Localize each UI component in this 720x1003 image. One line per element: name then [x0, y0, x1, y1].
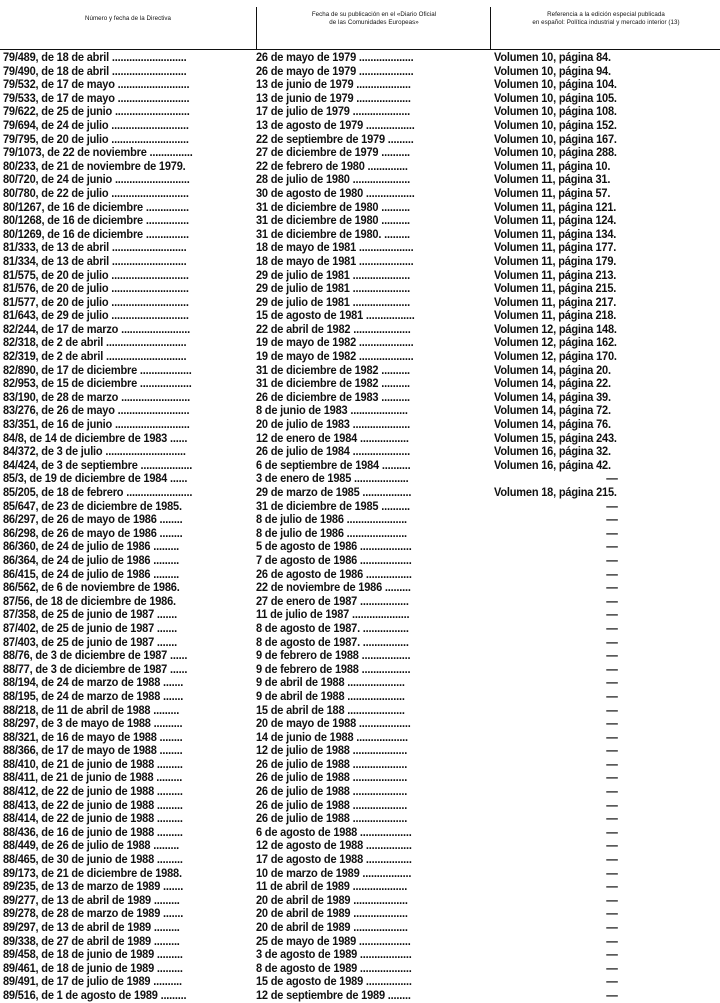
no-reference-dash: —: [606, 526, 618, 540]
directive-number-date: 88/321, de 16 de mayo de 1988 ........: [3, 730, 183, 744]
special-edition-reference: Volumen 11, página 177.: [494, 241, 617, 255]
table-row: [0, 962, 720, 976]
directive-number-date: 89/173, de 21 de diciembre de 1988.: [3, 866, 182, 880]
table-row: [0, 51, 720, 65]
publication-date: 8 de agosto de 1987. ................: [256, 621, 409, 635]
header-publication-column: [258, 11, 490, 26]
no-reference-dash: —: [606, 676, 618, 690]
directive-number-date: 88/436, de 16 de junio de 1988 .........: [3, 825, 183, 839]
publication-date: 18 de mayo de 1981 ...................: [256, 241, 414, 255]
publication-date: 13 de junio de 1979 ...................: [256, 78, 411, 92]
special-edition-reference: Volumen 14, página 22.: [494, 377, 611, 391]
directive-number-date: 89/491, de 17 de julio de 1989 ..........: [3, 975, 182, 989]
publication-date: 31 de diciembre de 1985 ..........: [256, 499, 410, 513]
special-edition-reference: Volumen 11, página 134.: [494, 227, 617, 241]
directive-number-date: 88/366, de 17 de mayo de 1988 ........: [3, 744, 183, 758]
directive-number-date: 82/890, de 17 de diciembre ..................: [3, 363, 192, 377]
special-edition-reference: Volumen 14, página 39.: [494, 390, 611, 404]
directive-number-date: 89/235, de 13 de marzo de 1989 .......: [3, 880, 184, 894]
publication-date: 29 de julio de 1981 ....................: [256, 282, 411, 296]
publication-date: 12 de julio de 1988 ...................: [256, 744, 408, 758]
directive-number-date: 88/465, de 30 de junio de 1988 .........: [3, 853, 183, 867]
special-edition-reference: Volumen 10, página 104.: [494, 78, 617, 92]
no-reference-dash: —: [606, 812, 618, 826]
no-reference-dash: —: [606, 703, 618, 717]
directive-number-date: 88/76, de 3 de diciembre de 1987 ......: [3, 649, 188, 663]
publication-date: 12 de septiembre de 1989 ........: [256, 988, 411, 1002]
no-reference-dash: —: [606, 988, 618, 1002]
directive-number-date: 82/319, de 2 de abril ............................: [3, 350, 187, 364]
no-reference-dash: —: [606, 540, 618, 554]
directive-number-date: 82/244, de 17 de marzo ........................: [3, 322, 190, 336]
directive-number-date: 88/449, de 26 de julio de 1988 .........: [3, 839, 180, 853]
directive-number-date: 88/410, de 21 de junio de 1988 .........: [3, 757, 183, 771]
table-row: [0, 241, 720, 255]
publication-date: 31 de diciembre de 1980. .........: [256, 227, 410, 241]
table-row: [0, 187, 720, 201]
directive-number-date: 79/533, de 17 de mayo .........................: [3, 91, 190, 105]
publication-date: 8 de agosto de 1989 ..................: [256, 961, 412, 975]
publication-date: 15 de agosto de 1989 ................: [256, 975, 412, 989]
special-edition-reference: Volumen 10, página 288.: [494, 146, 617, 160]
table-row: [0, 839, 720, 853]
publication-date: 8 de junio de 1983 ....................: [256, 404, 408, 418]
publication-date: 27 de diciembre de 1979 ..........: [256, 146, 410, 160]
no-reference-dash: —: [606, 866, 618, 880]
no-reference-dash: —: [606, 717, 618, 731]
no-reference-dash: —: [606, 581, 618, 595]
no-reference-dash: —: [606, 825, 618, 839]
directive-number-date: 79/489, de 18 de abril ..........................: [3, 51, 187, 64]
publication-date: 3 de agosto de 1989 ..................: [256, 948, 412, 962]
table-row: [0, 160, 720, 174]
table-row: [0, 119, 720, 133]
special-edition-reference: Volumen 12, página 162.: [494, 336, 617, 350]
special-edition-reference: Volumen 10, página 167.: [494, 132, 617, 146]
publication-date: 26 de julio de 1988 ...................: [256, 757, 408, 771]
table-row: [0, 663, 720, 677]
table-row: [0, 377, 720, 391]
no-reference-dash: —: [606, 757, 618, 771]
table-row: [0, 948, 720, 962]
table-row: [0, 269, 720, 283]
table-row: [0, 744, 720, 758]
table-row: [0, 105, 720, 119]
table-row: [0, 391, 720, 405]
directive-number-date: 88/414, de 22 de junio de 1988 .........: [3, 812, 183, 826]
table-row: [0, 309, 720, 323]
table-row: [0, 581, 720, 595]
directive-number-date: 82/318, de 2 de abril ............................: [3, 336, 187, 350]
publication-date: 26 de julio de 1988 ...................: [256, 798, 408, 812]
no-reference-dash: —: [606, 921, 618, 934]
table-row: [0, 173, 720, 187]
table-row: [0, 459, 720, 473]
directive-number-date: 84/8, de 14 de diciembre de 1983 ......: [3, 431, 188, 445]
table-row: [0, 595, 720, 609]
publication-date: 26 de agosto de 1986 ................: [256, 567, 412, 581]
no-reference-dash: —: [606, 961, 618, 975]
no-reference-dash: —: [606, 553, 618, 567]
directive-number-date: 81/333, de 13 de abril ..........................: [3, 241, 187, 255]
special-edition-reference: Volumen 10, página 94.: [494, 64, 611, 78]
no-reference-dash: —: [606, 785, 618, 799]
special-edition-reference: Volumen 11, página 217.: [494, 295, 617, 309]
directive-number-date: 89/458, de 18 de junio de 1989 .........: [3, 948, 183, 962]
directive-number-date: 80/1268, de 16 de diciembre ...............: [3, 214, 189, 228]
publication-date: 29 de julio de 1981 ....................: [256, 268, 411, 282]
directive-number-date: 88/297, de 3 de mayo de 1988 ..........: [3, 717, 183, 731]
directive-number-date: 79/490, de 18 de abril ..........................: [3, 64, 187, 78]
directive-number-date: 79/795, de 20 de julio ...........................: [3, 132, 189, 146]
special-edition-reference: Volumen 10, página 105.: [494, 91, 617, 105]
special-edition-reference: Volumen 10, página 152.: [494, 118, 617, 132]
directive-number-date: 89/516, de 1 de agosto de 1989 .........: [3, 988, 187, 1002]
no-reference-dash: —: [606, 948, 618, 962]
special-edition-reference: Volumen 10, página 108.: [494, 105, 617, 119]
directive-number-date: 81/334, de 13 de abril ..........................: [3, 254, 187, 268]
publication-date: 8 de julio de 1986 .....................: [256, 526, 407, 540]
directive-number-date: 88/194, de 24 de marzo de 1988 .......: [3, 676, 184, 690]
no-reference-dash: —: [606, 689, 618, 703]
publication-date: 17 de agosto de 1988 ................: [256, 853, 412, 867]
directive-number-date: 87/402, de 25 de junio de 1987 .......: [3, 621, 177, 635]
header-publication-line-1: Fecha de su publicación en el «Diario Oficial: [311, 11, 437, 18]
table-row: [0, 880, 720, 894]
table-row: [0, 133, 720, 147]
table-row: [0, 989, 720, 1003]
special-edition-reference: Volumen 14, página 76.: [494, 418, 611, 432]
no-reference-dash: —: [606, 934, 618, 948]
publication-date: 15 de agosto de 1981 .................: [256, 309, 415, 323]
table-row: [0, 486, 720, 500]
column-divider-2: [490, 7, 491, 49]
table-row: [0, 364, 720, 378]
directive-number-date: 89/277, de 13 de abril de 1989 .........: [3, 893, 180, 907]
publication-date: 26 de julio de 1988 ...................: [256, 812, 408, 826]
table-row: [0, 146, 720, 160]
publication-date: 20 de abril de 1989 ...................: [256, 893, 408, 907]
publication-date: 26 de julio de 1984 ....................: [256, 445, 411, 459]
publication-date: 20 de julio de 1983 ....................: [256, 418, 411, 432]
table-row: [0, 445, 720, 459]
directive-number-date: 82/953, de 15 de diciembre ..................: [3, 377, 192, 391]
no-reference-dash: —: [606, 839, 618, 853]
table-row: [0, 513, 720, 527]
directive-number-date: 84/372, de 3 de julio ............................: [3, 445, 186, 459]
publication-date: 12 de enero de 1984 .................: [256, 431, 409, 445]
publication-date: 5 de agosto de 1986 ..................: [256, 540, 412, 554]
publication-date: 8 de julio de 1986 .....................: [256, 513, 407, 527]
table-row: [0, 323, 720, 337]
directive-number-date: 80/780, de 22 de julio ...........................: [3, 186, 189, 200]
publication-date: 22 de noviembre de 1986 .........: [256, 581, 411, 595]
table-row: [0, 472, 720, 486]
table-row: [0, 255, 720, 269]
directive-number-date: 87/358, de 25 de junio de 1987 .......: [3, 608, 177, 622]
table-row: [0, 731, 720, 745]
directive-number-date: 89/338, de 27 de abril de 1989 .........: [3, 934, 180, 948]
table-row: [0, 812, 720, 826]
special-edition-reference: Volumen 11, página 10.: [494, 159, 611, 173]
publication-date: 9 de abril de 1988 ....................: [256, 689, 405, 703]
directive-number-date: 85/647, de 23 de diciembre de 1985.: [3, 499, 182, 513]
special-edition-reference: Volumen 11, página 179.: [494, 254, 617, 268]
table-row: [0, 676, 720, 690]
no-reference-dash: —: [606, 649, 618, 663]
table-row: [0, 935, 720, 949]
publication-date: 22 de febrero de 1980 ..............: [256, 159, 408, 173]
publication-date: 18 de mayo de 1981 ...................: [256, 254, 414, 268]
directive-number-date: 88/413, de 22 de junio de 1988 .........: [3, 798, 183, 812]
publication-date: 26 de julio de 1988 ...................: [256, 771, 408, 785]
special-edition-reference: Volumen 14, página 20.: [494, 363, 611, 377]
no-reference-dash: —: [606, 893, 618, 907]
directive-number-date: 81/577, de 20 de julio ...........................: [3, 295, 189, 309]
directive-number-date: 86/297, de 26 de mayo de 1986 ........: [3, 513, 183, 527]
special-edition-reference: Volumen 12, página 148.: [494, 322, 617, 336]
no-reference-dash: —: [606, 662, 618, 676]
no-reference-dash: —: [606, 635, 618, 649]
header-publication-line-2: de las Comunidades Europeas»: [329, 18, 419, 26]
no-reference-dash: —: [606, 744, 618, 758]
directive-number-date: 83/190, de 28 de marzo ........................: [3, 390, 190, 404]
publication-date: 31 de diciembre de 1982 ..........: [256, 363, 410, 377]
no-reference-dash: —: [606, 594, 618, 608]
directive-number-date: 83/276, de 26 de mayo .........................: [3, 404, 190, 418]
directive-number-date: 87/56, de 18 de diciembre de 1986.: [3, 594, 176, 608]
directive-number-date: 85/205, de 18 de febrero .......................: [3, 486, 193, 499]
directive-number-date: 88/77, de 3 de diciembre de 1987 ......: [3, 662, 188, 676]
directive-number-date: 88/218, de 11 de abril de 1988 .........: [3, 703, 180, 717]
special-edition-reference: Volumen 11, página 213.: [494, 268, 617, 282]
publication-date: 27 de enero de 1987 .................: [256, 594, 409, 608]
header-reference-column: [492, 11, 720, 26]
publication-date: 22 de abril de 1982 ....................: [256, 322, 411, 336]
table-row: [0, 418, 720, 432]
directive-number-date: 80/1267, de 16 de diciembre ...............: [3, 200, 189, 214]
directive-number-date: 79/1073, de 22 de noviembre ...............: [3, 146, 193, 160]
column-divider-1: [256, 7, 257, 49]
special-edition-reference: Volumen 11, página 215.: [494, 282, 617, 296]
directive-number-date: 86/562, de 6 de noviembre de 1986.: [3, 581, 180, 595]
table-row: [0, 894, 720, 908]
directive-number-date: 89/278, de 28 de marzo de 1989 .......: [3, 907, 184, 921]
no-reference-dash: —: [606, 499, 618, 513]
special-edition-reference: Volumen 14, página 72.: [494, 404, 611, 418]
special-edition-reference: Volumen 15, página 243.: [494, 431, 617, 445]
publication-date: 14 de junio de 1988 ..................: [256, 730, 408, 744]
table-row: [0, 907, 720, 921]
special-edition-reference: Volumen 12, página 170.: [494, 350, 617, 364]
publication-date: 31 de diciembre de 1980 ..........: [256, 200, 410, 214]
no-reference-dash: —: [606, 907, 618, 921]
publication-date: 22 de septiembre de 1979 .........: [256, 132, 414, 146]
no-reference-dash: —: [606, 853, 618, 867]
directive-number-date: 79/532, de 17 de mayo .........................: [3, 78, 190, 92]
directive-number-date: 83/351, de 16 de junio ..........................: [3, 418, 190, 432]
publication-date: 29 de julio de 1981 ....................: [256, 295, 411, 309]
special-edition-reference: Volumen 11, página 121.: [494, 200, 617, 214]
directive-number-date: 84/424, de 3 de septiembre ..................: [3, 458, 193, 472]
header-directive-column: Número y fecha de la Directiva: [84, 15, 172, 22]
table-row: [0, 214, 720, 228]
no-reference-dash: —: [606, 513, 618, 527]
table-row: [0, 228, 720, 242]
directive-number-date: 81/576, de 20 de julio ...........................: [3, 282, 189, 296]
table-row: [0, 758, 720, 772]
no-reference-dash: —: [606, 621, 618, 635]
directive-number-date: 80/720, de 24 de junio ..........................: [3, 173, 190, 187]
table-body: [0, 51, 720, 1003]
publication-date: 13 de agosto de 1979 .................: [256, 118, 415, 132]
no-reference-dash: —: [606, 608, 618, 622]
publication-date: 28 de julio de 1980 ....................: [256, 173, 411, 187]
table-row: [0, 282, 720, 296]
no-reference-dash: —: [606, 472, 618, 486]
table-row: [0, 540, 720, 554]
header-bottom-rule: [0, 49, 720, 50]
special-edition-reference: Volumen 10, página 84.: [494, 51, 611, 64]
publication-date: 7 de agosto de 1986 ..................: [256, 553, 412, 567]
publication-date: 8 de agosto de 1987. ................: [256, 635, 409, 649]
no-reference-dash: —: [606, 771, 618, 785]
special-edition-reference: Volumen 18, página 215.: [494, 486, 617, 499]
special-edition-reference: Volumen 11, página 31.: [494, 173, 611, 187]
table-row: [0, 78, 720, 92]
publication-date: 20 de abril de 1989 ...................: [256, 907, 408, 921]
directive-number-date: 86/298, de 26 de mayo de 1986 ........: [3, 526, 183, 540]
directive-number-date: 81/575, de 20 de julio ...........................: [3, 268, 189, 282]
publication-date: 30 de agosto de 1980 .................: [256, 186, 415, 200]
no-reference-dash: —: [606, 975, 618, 989]
publication-date: 3 de enero de 1985 ...................: [256, 472, 409, 486]
publication-date: 10 de marzo de 1989 .................: [256, 866, 412, 880]
publication-date: 9 de febrero de 1988 .................: [256, 649, 411, 663]
publication-date: 31 de diciembre de 1982 ..........: [256, 377, 410, 391]
table-row: [0, 296, 720, 310]
directive-number-date: 80/1269, de 16 de diciembre ...............: [3, 227, 189, 241]
table-row: [0, 921, 720, 935]
directive-number-date: 86/415, de 24 de julio de 1986 .........: [3, 567, 180, 581]
publication-date: 26 de mayo de 1979 ...................: [256, 64, 414, 78]
header-reference-line-2: en español: Política industrial y mercado interior (13): [532, 18, 680, 26]
table-row: [0, 65, 720, 79]
publication-date: 15 de abril de 188 ....................: [256, 703, 405, 717]
special-edition-reference: Volumen 11, página 57.: [494, 186, 611, 200]
publication-date: 20 de mayo de 1988 ..................: [256, 717, 411, 731]
table-row: [0, 622, 720, 636]
table-row: [0, 975, 720, 989]
publication-date: 17 de julio de 1979 ....................: [256, 105, 411, 119]
table-row: [0, 771, 720, 785]
table-row: [0, 404, 720, 418]
directive-number-date: 81/643, de 29 de julio ...........................: [3, 309, 189, 323]
directive-number-date: 85/3, de 19 de diciembre de 1984 ......: [3, 472, 188, 486]
special-edition-reference: Volumen 16, página 32.: [494, 445, 611, 459]
table-row: [0, 867, 720, 881]
table-row: [0, 336, 720, 350]
directive-number-date: 88/411, de 21 de junio de 1988 .........: [3, 771, 183, 785]
table-row: [0, 826, 720, 840]
special-edition-reference: Volumen 16, página 42.: [494, 458, 611, 472]
table-row: [0, 799, 720, 813]
publication-date: 19 de mayo de 1982 ...................: [256, 350, 414, 364]
directive-number-date: 87/403, de 25 de junio de 1987 .......: [3, 635, 177, 649]
no-reference-dash: —: [606, 880, 618, 894]
publication-date: 26 de mayo de 1979 ...................: [256, 51, 414, 64]
table-row: [0, 608, 720, 622]
publication-date: 19 de mayo de 1982 ...................: [256, 336, 414, 350]
publication-date: 26 de diciembre de 1983 ..........: [256, 390, 410, 404]
directive-number-date: 86/360, de 24 de julio de 1986 .........: [3, 540, 180, 554]
table-row: [0, 568, 720, 582]
table-row: [0, 649, 720, 663]
publication-date: 12 de agosto de 1988 ................: [256, 839, 412, 853]
no-reference-dash: —: [606, 730, 618, 744]
table-row: [0, 201, 720, 215]
special-edition-reference: Volumen 11, página 218.: [494, 309, 617, 323]
directive-number-date: 89/461, de 18 de junio de 1989 .........: [3, 961, 183, 975]
publication-date: 11 de julio de 1987 ....................: [256, 608, 410, 622]
table-row: [0, 432, 720, 446]
table-row: [0, 785, 720, 799]
publication-date: 20 de abril de 1989 ...................: [256, 921, 408, 934]
table-row: [0, 853, 720, 867]
table-row: [0, 690, 720, 704]
directive-number-date: 88/195, de 24 de marzo de 1988 .......: [3, 689, 184, 703]
directive-number-date: 79/694, de 24 de julio ...........................: [3, 118, 189, 132]
publication-date: 6 de septiembre de 1984 ..........: [256, 458, 411, 472]
publication-date: 25 de mayo de 1989 ..................: [256, 934, 411, 948]
directive-number-date: 88/412, de 22 de junio de 1988 .........: [3, 785, 183, 799]
publication-date: 13 de junio de 1979 ...................: [256, 91, 411, 105]
table-row: [0, 704, 720, 718]
table-row: [0, 636, 720, 650]
publication-date: 26 de julio de 1988 ...................: [256, 785, 408, 799]
directive-number-date: 80/233, de 21 de noviembre de 1979.: [3, 159, 186, 173]
no-reference-dash: —: [606, 567, 618, 581]
publication-date: 29 de marzo de 1985 .................: [256, 486, 412, 499]
publication-date: 9 de febrero de 1988 .................: [256, 662, 411, 676]
table-row: [0, 717, 720, 731]
table-row: [0, 350, 720, 364]
table-row: [0, 554, 720, 568]
publication-date: 31 de diciembre de 1980 ..........: [256, 214, 410, 228]
publication-date: 6 de agosto de 1988 ..................: [256, 825, 412, 839]
publication-date: 11 de abril de 1989 ...................: [256, 880, 408, 894]
table-row: [0, 92, 720, 106]
table-row: [0, 500, 720, 514]
directive-number-date: 89/297, de 13 de abril de 1989 .........: [3, 921, 180, 934]
table-row: [0, 527, 720, 541]
special-edition-reference: Volumen 11, página 124.: [494, 214, 617, 228]
directive-number-date: 79/622, de 25 de junio ..........................: [3, 105, 190, 119]
directive-number-date: 86/364, de 24 de julio de 1986 .........: [3, 553, 180, 567]
header-reference-line-1: Referencia a la edición especial publicada: [547, 11, 665, 18]
no-reference-dash: —: [606, 798, 618, 812]
publication-date: 9 de abril de 1988 ....................: [256, 676, 405, 690]
